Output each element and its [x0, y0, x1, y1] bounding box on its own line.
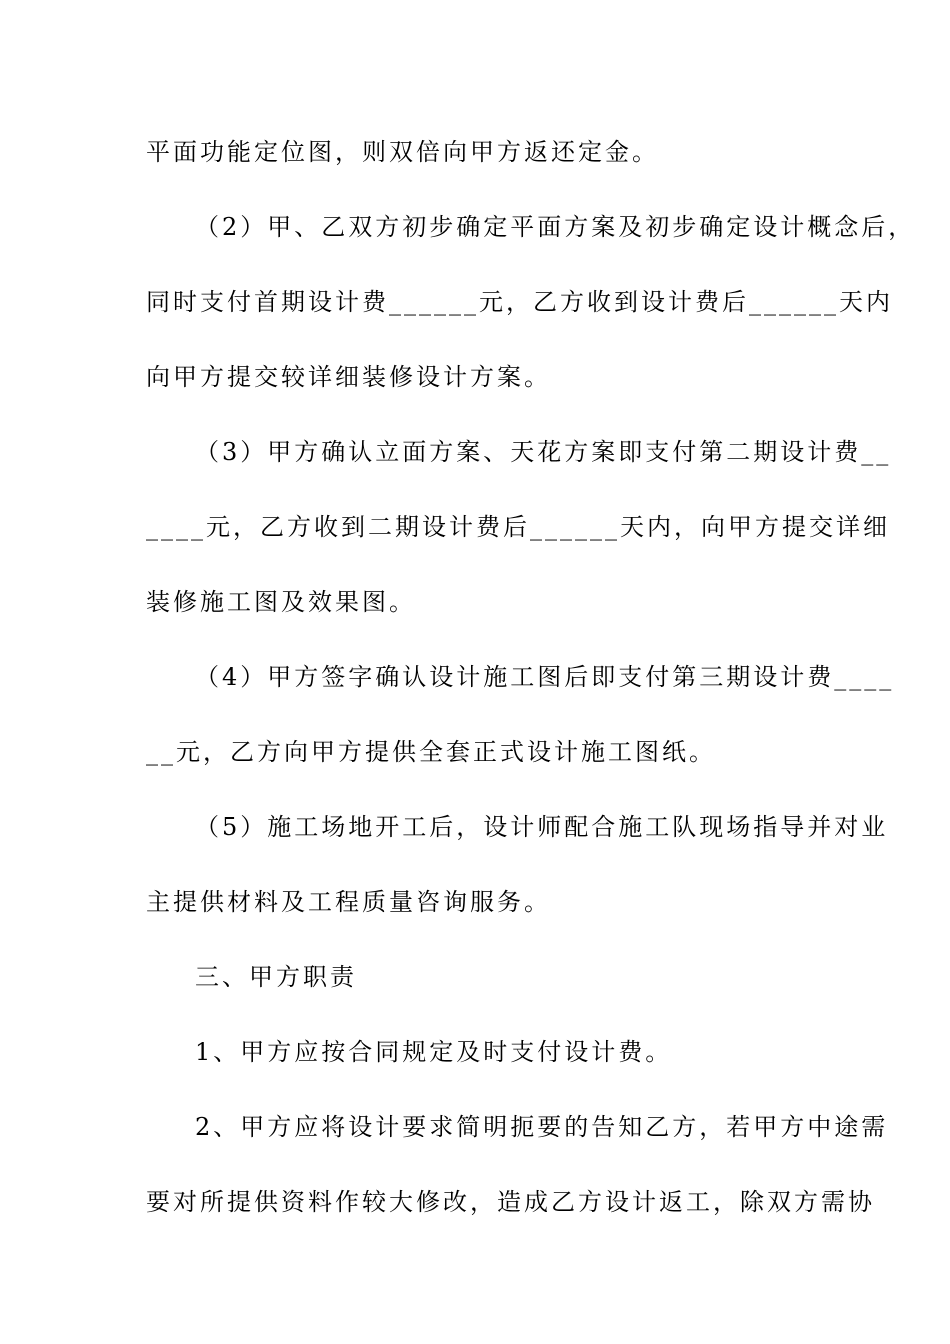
- text-line: （5）施工场地开工后，设计师配合施工队现场指导并对业: [195, 813, 889, 841]
- text-line: __元，乙方向甲方提供全套正式设计施工图纸。: [146, 738, 716, 766]
- text-line: （4）甲方签字确认设计施工图后即支付第三期设计费____: [195, 663, 895, 691]
- text-line: 平面功能定位图，则双倍向甲方返还定金。: [146, 138, 659, 166]
- text-line: 要对所提供资料作较大修改，造成乙方设计返工，除双方需协: [146, 1188, 875, 1216]
- text-line: 同时支付首期设计费______元，乙方收到设计费后______天内: [146, 288, 893, 316]
- text-line: 主提供材料及工程质量咨询服务。: [146, 888, 551, 916]
- text-line: 1、甲方应按合同规定及时支付设计费。: [195, 1038, 673, 1066]
- text-line: （3）甲方确认立面方案、天花方案即支付第二期设计费__: [195, 438, 892, 466]
- text-line: ____元，乙方收到二期设计费后______天内，向甲方提交详细: [146, 513, 890, 541]
- text-line: （2）甲、乙双方初步确定平面方案及初步确定设计概念后，: [195, 213, 916, 241]
- text-line: 向甲方提交较详细装修设计方案。: [146, 363, 551, 391]
- text-line: 装修施工图及效果图。: [146, 588, 416, 616]
- text-line: 2、甲方应将设计要求简明扼要的告知乙方，若甲方中途需: [195, 1113, 889, 1141]
- section-heading: 三、甲方职责: [195, 963, 357, 991]
